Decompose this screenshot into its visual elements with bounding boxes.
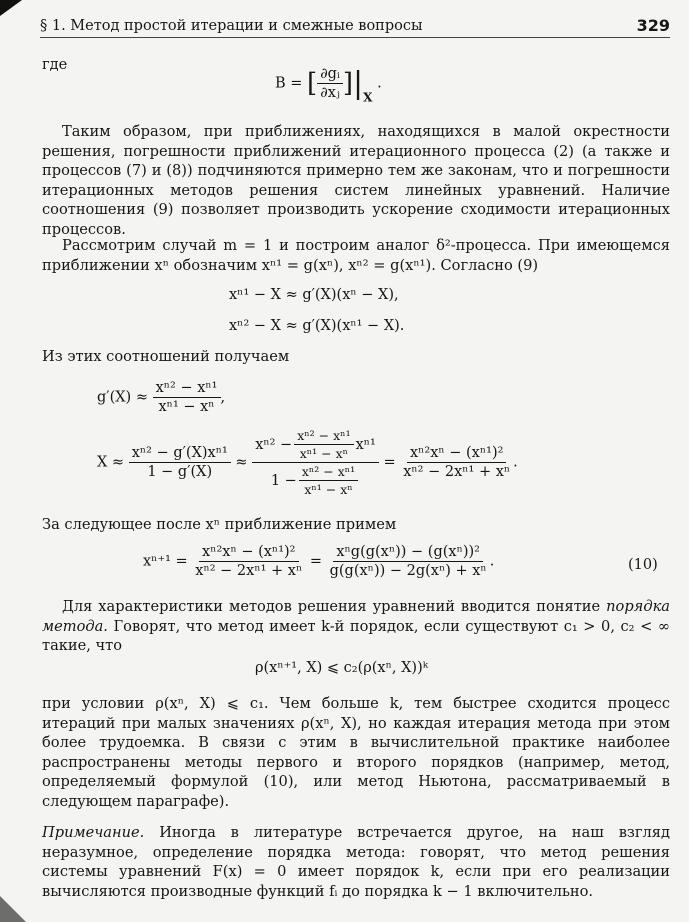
note-paragraph <box>42 823 670 901</box>
order-inequality: ρ(xⁿ⁺¹, X) ⩽ c₂(ρ(xⁿ, X))ᵏ <box>255 660 429 676</box>
eq-X-bottom-a: 1 − <box>270 472 297 489</box>
eq10-f2-denominator: g(g(xⁿ)) − 2g(xⁿ) + xⁿ <box>329 563 487 579</box>
equation-10: xⁿ⁺¹ = $\frac{\text{xⁿ²xⁿ − (xⁿ¹)²}}{\text{xⁿ² − 2xⁿ¹ + xⁿ}}$ = $\frac{\text{xⁿg(g(xⁿ)) − (g(xⁿ))²}}{\text{g(g(xⁿ)) − 2g(xⁿ) + xⁿ}}$ . <box>143 544 495 579</box>
paragraph-1: Таким образом, при приближениях, находящихся в малой окрестности решения, погрешности приближений итерационного процесса (2) (а также и процессов (7) и (8)) подчиняются примерно тем же законам, что и погрешности итерационных методов решения систем линейных уравнений. Наличие соотношения (9) позволяет производить ускорение сходимости итерационных процессов. <box>42 123 670 238</box>
eq-X-lhs: X ≈ <box>97 454 125 471</box>
paragraph-5-lead: Для характеристики методов решения уравнений вводится понятие <box>62 598 607 615</box>
eq-X-f3-numerator: xⁿ²xⁿ − (xⁿ¹)² <box>407 445 506 463</box>
term-order-of-method: порядка метода. <box>42 598 670 635</box>
running-header <box>40 13 670 38</box>
eq-gprime-fraction <box>153 380 221 415</box>
eq-X-bottom-inner-den: xⁿ¹ − xⁿ <box>304 482 353 497</box>
eq-B-subscript: X <box>363 90 373 105</box>
eq-gprime-denominator: xⁿ¹ − xⁿ <box>158 399 215 415</box>
scan-corner-mark <box>0 0 22 16</box>
eq10-f2-numerator: xⁿg(g(xⁿ)) − (g(xⁿ))² <box>333 544 483 562</box>
paragraph-5-rest: Говорят, что метод имеет k-й порядок, если существуют c₁ > 0, c₂ < ∞ такие, что <box>42 617 670 655</box>
eq-X-f3-denominator: xⁿ² − 2xⁿ¹ + xⁿ <box>403 464 511 480</box>
eq-gprime-numerator: xⁿ² − xⁿ¹ <box>153 380 221 398</box>
eq-gprime-lhs: g′(X) ≈ <box>97 389 148 406</box>
eq-B-denominator: ∂xⱼ <box>320 85 340 101</box>
note-label: Примечание. <box>42 824 145 841</box>
equation-B: B = [ $\frac{\text{∂gᵢ}}{\text{∂xⱼ}}$ ]$|_X$ . <box>275 66 382 105</box>
scan-corner-shadow <box>0 896 26 922</box>
paragraph-3: Из этих соотношений получаем <box>42 348 290 365</box>
paragraph-6: при условии ρ(xⁿ, X) ⩽ c₁. Чем больше k, тем быстрее сходится процесс итераций при малых значениях ρ(xⁿ, X), но каждая итерация метода при этом более трудоемка. В связи с этим в вычислительной практике наиболее распространены методы первого и второго порядков (например, метод, определяемый формулой (10), или метод Ньютона, рассматриваемый в следующем параграфе). <box>42 695 670 810</box>
eq10-fraction-2 <box>327 544 490 579</box>
eq-X-fraction-3 <box>400 445 513 480</box>
relation-1: xⁿ¹ − X ≈ g′(X)(xⁿ − X), <box>229 287 399 303</box>
note-text: Иногда в литературе встречается другое, на наш взгляд неразумное, определение порядка метода: говорят, что метод решения системы уравнений F(x) = 0 имеет порядок k, если при его реализации вычисляются производные функций fᵢ до порядка k − 1 включительно. <box>42 824 670 900</box>
eq10-fraction-1 <box>192 544 305 579</box>
equation-X: X ≈ $\frac{\text{xⁿ² − g′(X)xⁿ¹}}{1 - g'(X)}$ ≈ xⁿ² − $\frac{\text{xⁿ² − xⁿ¹}}{\text{xⁿ¹ − xⁿ}}$ xⁿ¹ 1 − $\frac{\text{xⁿ² − xⁿ¹}}{\text{xⁿ¹ − xⁿ}}$ = $\frac{\text{xⁿ²xⁿ − (xⁿ¹)²}}{\text{xⁿ² − 2xⁿ¹ + xⁿ}}$ . <box>97 428 518 497</box>
paragraph-2: Рассмотрим случай m = 1 и построим аналог δ²-процесса. При имеющемся приближении xⁿ обозначим xⁿ¹ = g(xⁿ), xⁿ² = g(xⁿ¹). Согласно (9) <box>42 237 670 274</box>
eq-B-lhs: B = <box>275 75 303 92</box>
relation-2: xⁿ² − X ≈ g′(X)(xⁿ¹ − X). <box>229 318 405 334</box>
eq-B-numerator: ∂gᵢ <box>317 66 343 84</box>
section-title: § 1. Метод простой итерации и смежные вопросы <box>40 18 423 34</box>
paragraph-4: За следующее после xⁿ приближение примем <box>42 516 397 533</box>
eq-X-f1-denominator: 1 − g′(X) <box>147 464 213 480</box>
page-number: 329 <box>636 16 670 35</box>
paragraph-5 <box>42 597 670 656</box>
eq10-lhs: xⁿ⁺¹ = <box>143 553 188 570</box>
eq-X-bottom-inner-num: xⁿ² − xⁿ¹ <box>299 464 358 481</box>
eq-X-top-b: xⁿ¹ <box>355 436 376 453</box>
equation-gprime: g′(X) ≈ $\frac{\text{xⁿ² − xⁿ¹}}{\text{xⁿ¹ − xⁿ}}$ , <box>97 380 226 415</box>
eq-X-compound-fraction <box>252 428 379 497</box>
eq-X-fraction-1 <box>129 445 231 480</box>
where-word: где <box>42 56 68 73</box>
eq-X-f1-numerator: xⁿ² − g′(X)xⁿ¹ <box>129 445 231 463</box>
eq-X-top-inner-den: xⁿ¹ − xⁿ <box>299 446 349 461</box>
eq10-f1-numerator: xⁿ²xⁿ − (xⁿ¹)² <box>199 544 298 562</box>
eq10-f1-denominator: xⁿ² − 2xⁿ¹ + xⁿ <box>195 563 303 579</box>
eq-X-top-a: xⁿ² − <box>255 436 293 453</box>
equation-number-10: (10) <box>628 557 658 573</box>
eq-B-fraction <box>317 66 343 101</box>
eq-X-top-inner-num: xⁿ² − xⁿ¹ <box>294 428 353 445</box>
